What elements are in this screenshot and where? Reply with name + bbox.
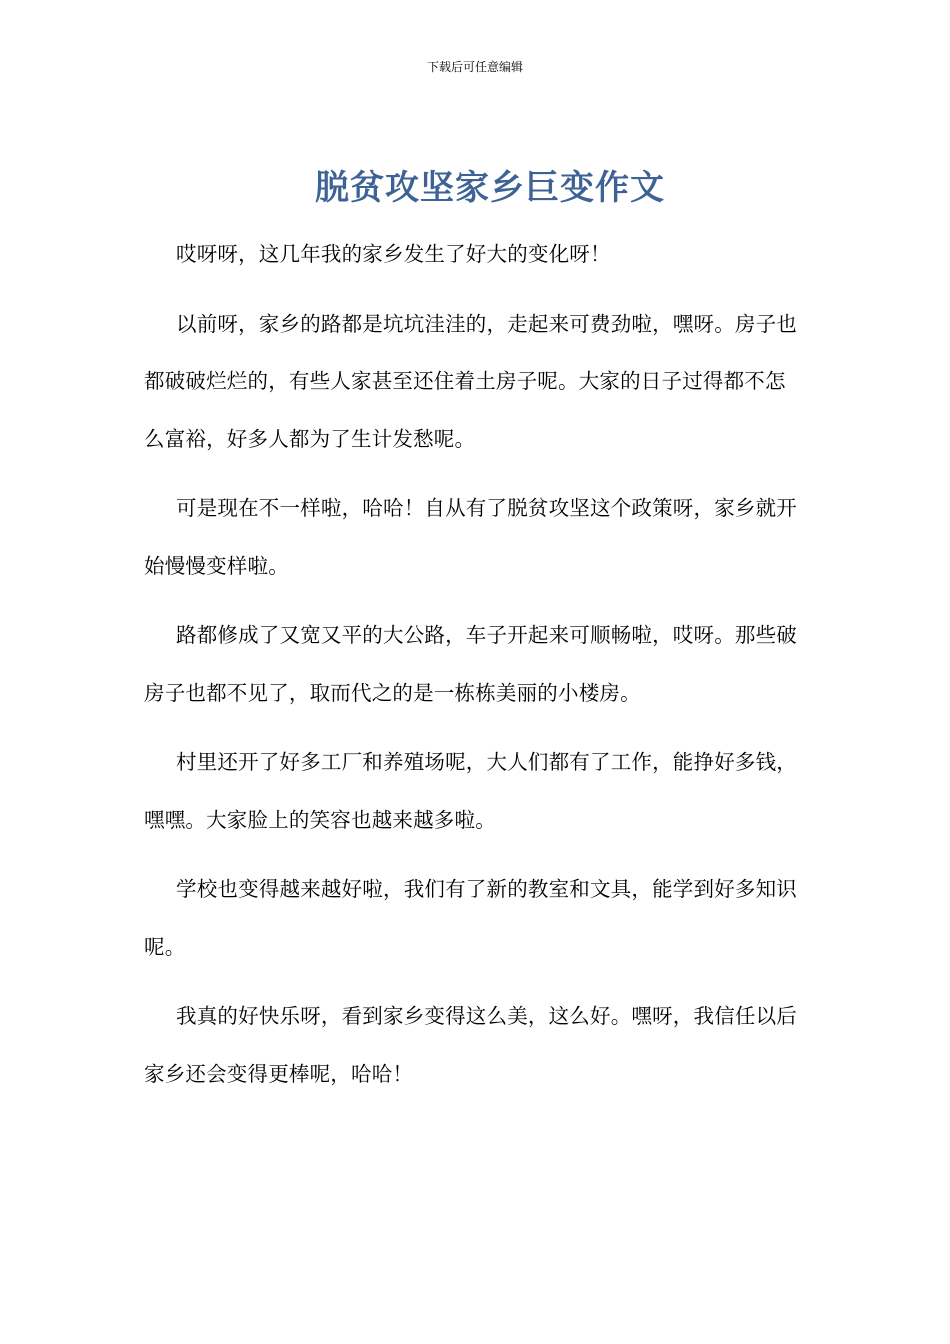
paragraph: 学校也变得越来越好啦，我们有了新的教室和文具，能学到好多知识呢。 — [144, 877, 797, 959]
paragraph: 哎呀呀，这几年我的家乡发生了好大的变化呀！ — [176, 242, 611, 266]
paragraph: 可是现在不一样啦，哈哈！自从有了脱贫攻坚这个政策呀，家乡就开始慢慢变样啦。 — [144, 496, 797, 578]
paragraph: 村里还开了好多工厂和养殖场呢，大人们都有了工作，能挣好多钱，嘿嘿。大家脸上的笑容也越来越多啦。 — [144, 750, 797, 832]
document-title: 脱贫攻坚家乡巨变作文 — [315, 168, 665, 208]
paragraph: 路都修成了又宽又平的大公路，车子开起来可顺畅啦，哎呀。那些破房子也都不见了，取而代之的是一栋栋美丽的小楼房。 — [144, 623, 797, 705]
paragraph: 以前呀，家乡的路都是坑坑洼洼的，走起来可费劲啦，嘿呀。房子也都破破烂烂的，有些人家甚至还住着土房子呢。大家的日子过得都不怎么富裕，好多人都为了生计发愁呢。 — [144, 311, 797, 451]
document-body — [144, 226, 804, 1103]
header-note: 下载后可任意编辑 — [426, 60, 523, 74]
paragraph: 我真的好快乐呀，看到家乡变得这么美，这么好。嘿呀，我信任以后家乡还会变得更棒呢，哈哈！ — [144, 1004, 797, 1086]
